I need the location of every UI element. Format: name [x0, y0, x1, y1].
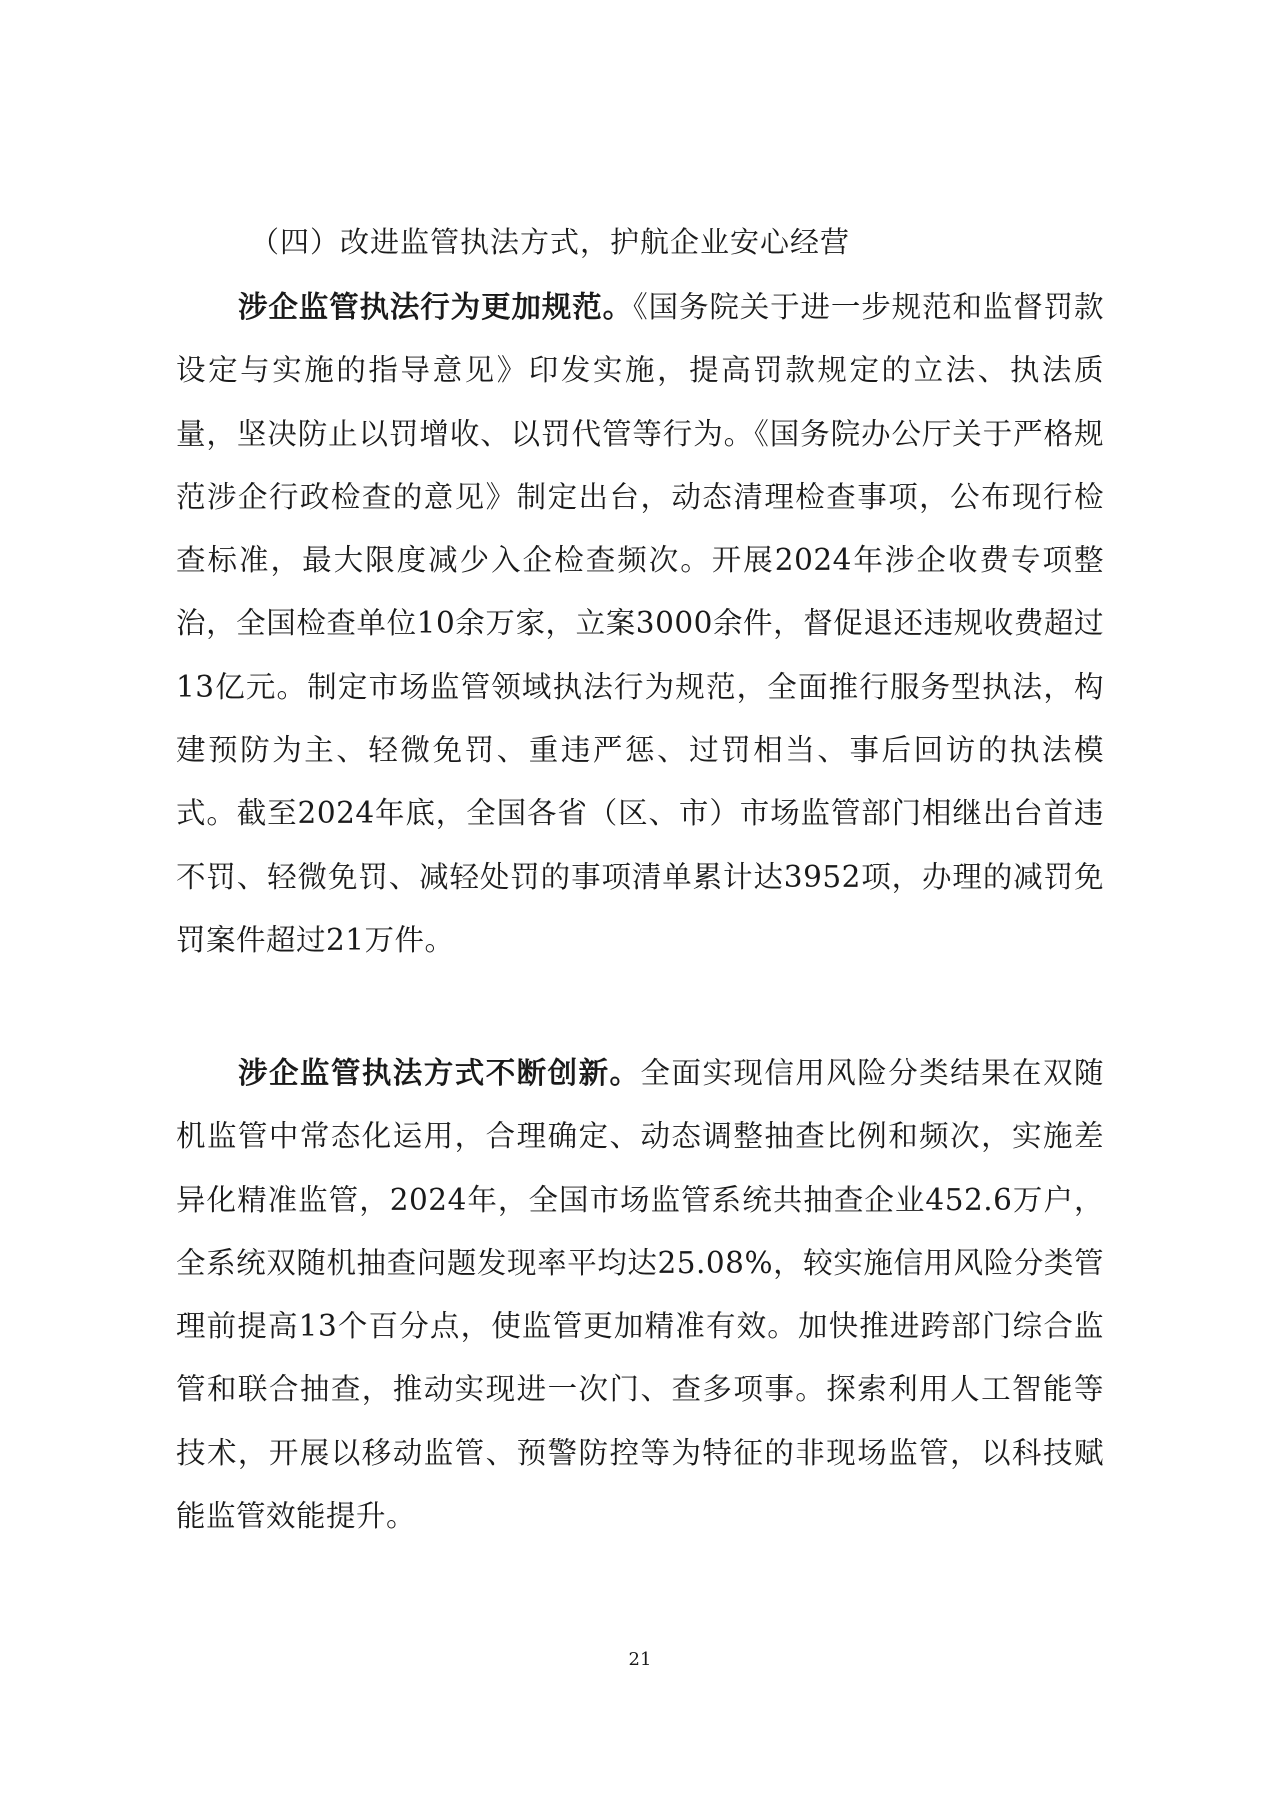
section-heading: （四）改进监管执法方式，护航企业安心经营 — [250, 225, 851, 259]
paragraph-body: 《国务院关于进一步规范和监督罚款设定与实施的指导意见》印发实施，提高罚款规定的立法、执法质量，坚决防止以罚增收、以罚代管等行为。《国务院办公厅关于严格规范涉企行政检查的意见》制定出台，动态清理检查事项，公布现行检查标准，最大限度减少入企检查频次。开展2024年涉企收费专项整治，全国检查单位10余万家，立案3000余件，督促退还违规收费超过13亿元。制定市场监管领域执法行为规范，全面推行服务型执法，构建预防为主、轻微免罚、重违严惩、过罚相当、事后回访的执法模式。截至2024年底，全国各省（区、市）市场监管部门相继出台首违不罚、轻微免罚、减轻处罚的事项清单累计达3952项，办理的减罚免罚案件超过21万件。 — [176, 290, 1104, 957]
paragraph-regulation-norms — [176, 276, 1104, 972]
page-number: 21 — [628, 1649, 652, 1670]
paragraph-regulation-innovation — [176, 1042, 1104, 1548]
paragraph-lead: 涉企监管执法行为更加规范。 — [238, 290, 633, 324]
paragraph-body: 全面实现信用风险分类结果在双随机监管中常态化运用，合理确定、动态调整抽查比例和频次，实施差异化精准监管，2024年，全国市场监管系统共抽查企业452.6万户，全系统双随机抽查问题发现率平均达25.08%，较实施信用风险分类管理前提高13个百分点，使监管更加精准有效。加快推进跨部门综合监管和联合抽查，推动实现进一次门、查多项事。探索利用人工智能等技术，开展以移动监管、预警防控等为特征的非现场监管，以科技赋能监管效能提升。 — [176, 1056, 1104, 1534]
paragraph-lead: 涉企监管执法方式不断创新。 — [238, 1056, 641, 1090]
